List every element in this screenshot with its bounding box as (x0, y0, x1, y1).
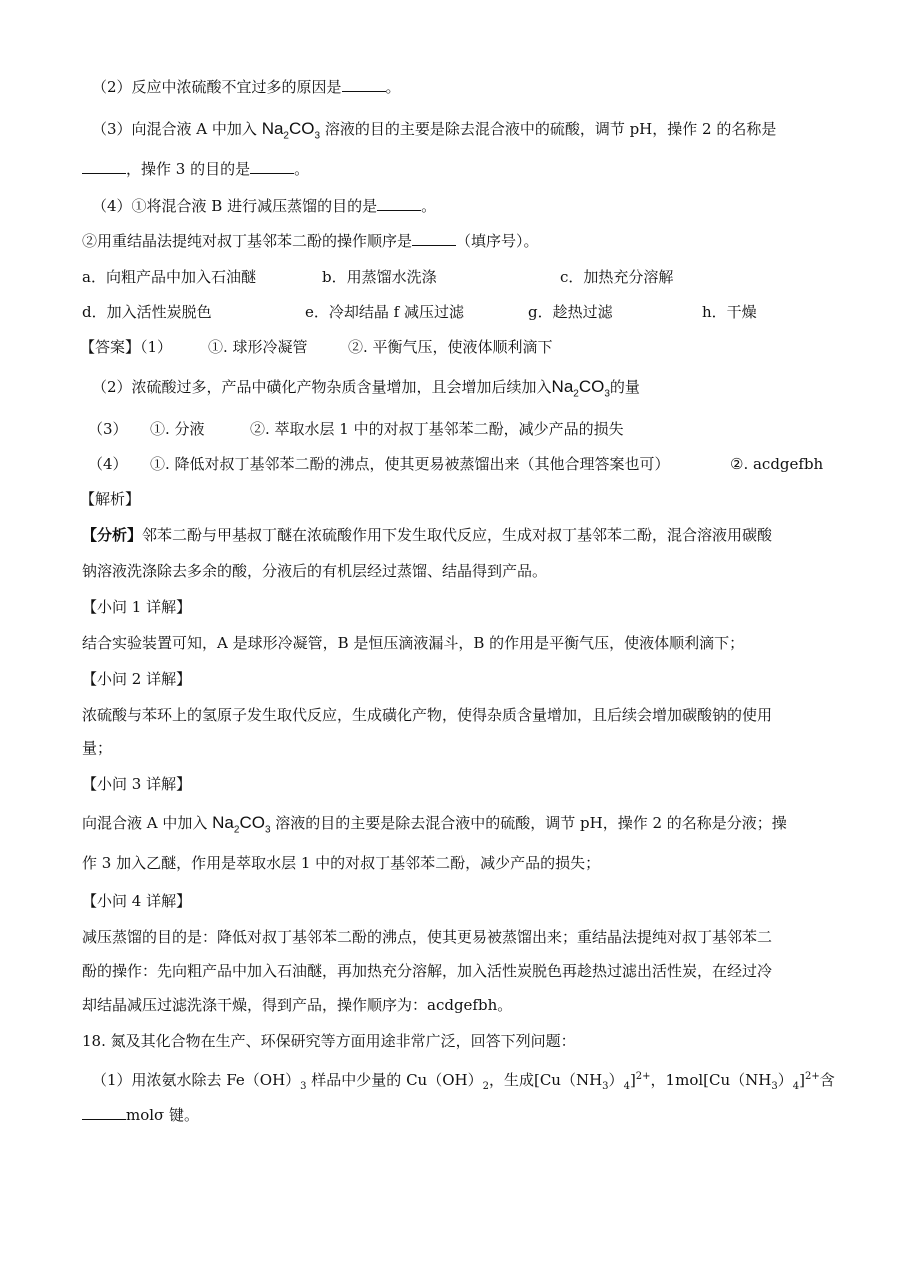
chem-sub: 2 (283, 130, 289, 142)
q3-pre: （3）向混合液 A 中加入 (92, 120, 262, 138)
subquestion-2-text-2: 量； (82, 739, 113, 757)
answer-3-2: ②. 萃取水层 1 中的对叔丁基邻苯二酚，减少产品的损失 (250, 420, 624, 438)
q18-text: （1）用浓氨水除去 Fe（OH） (92, 1071, 301, 1089)
q18-text: ，生成[Cu（NH (488, 1071, 603, 1089)
chem-part: CO (288, 119, 315, 138)
answer-1-2: ②. 平衡气压，使液体顺利滴下 (348, 338, 553, 356)
option-a: a．向粗产品中加入石油醚 (82, 268, 256, 286)
q18-text: 含 (819, 1071, 835, 1089)
question-3-line2 (82, 158, 822, 180)
punct: 。 (294, 160, 310, 178)
answer-2-text: （2）浓硫酸过多，产品中磺化产物杂质含量增加，且会增加后续加入 (92, 378, 552, 396)
option-c: c．加热充分溶解 (560, 268, 674, 286)
answer-blank (342, 77, 386, 92)
s3-pre: 向混合液 A 中加入 (82, 814, 213, 832)
formula-na2co3 (261, 119, 321, 142)
subquestion-3-text-1 (82, 812, 822, 841)
chem-sub: 2 (482, 1081, 489, 1092)
chem-sub: 2 (573, 388, 579, 400)
question-3-line1 (92, 118, 832, 147)
formula-na2co3 (551, 377, 610, 400)
option-b: b．用蒸馏水洗涤 (322, 268, 437, 286)
formula-na2co3 (212, 813, 271, 836)
chem-sub: 3 (602, 1081, 609, 1092)
punct: 。 (385, 78, 401, 96)
q18-text: ） (608, 1071, 624, 1089)
option-e: e．冷却结晶 f 减压过滤 (305, 303, 464, 321)
subquestion-2-text-1: 浓硫酸与苯环上的氢原子发生取代反应，生成磺化产物，使得杂质含量增加，且后续会增加碳酸钠的使用 (82, 706, 773, 724)
q18-text: ，1mol[Cu（NH (650, 1071, 772, 1089)
question-18-part-1-line2 (82, 1104, 822, 1126)
analysis-head: 【解析】 (80, 490, 141, 508)
punct: 。 (421, 197, 437, 215)
analysis-fenxi-1 (82, 524, 822, 546)
question-4-line2 (82, 230, 822, 252)
answer-3-1: ①. 分液 (150, 420, 205, 438)
q18-text: ] (629, 1071, 636, 1089)
answer-2 (92, 376, 832, 405)
chem-part: CO (578, 377, 605, 396)
question-18-part-1 (92, 1066, 835, 1098)
question-2 (92, 76, 832, 98)
answer-blank (82, 1105, 126, 1120)
answer-blank (250, 159, 294, 174)
option-h: h．干燥 (702, 303, 757, 321)
chem-sub: 3 (314, 130, 321, 142)
q4-line2-tail: （填序号）。 (456, 232, 539, 250)
answer-4-no: （4） (88, 455, 128, 473)
chem-sub: 3 (264, 824, 271, 836)
fenxi-tag: 【分析】 (82, 526, 143, 544)
subquestion-1-head: 【小问 1 详解】 (82, 598, 192, 616)
q18-text: ] (799, 1071, 805, 1089)
subquestion-4-text-1: 减压蒸馏的目的是：降低对叔丁基邻苯二酚的沸点，使其更易被蒸馏出来；重结晶法提纯对叔丁基邻苯二 (82, 928, 773, 946)
option-d: d．加入活性炭脱色 (82, 303, 212, 321)
answer-blank (377, 196, 421, 211)
question-2-text: （2）反应中浓硫酸不宜过多的原因是 (92, 78, 342, 96)
chem-sub: 4 (623, 1081, 630, 1092)
chem-part: CO (239, 813, 265, 832)
subquestion-2-head: 【小问 2 详解】 (82, 670, 192, 688)
q4-line1-text: （4）①将混合液 B 进行减压蒸馏的目的是 (92, 197, 378, 215)
question-18-stem: 18. 氮及其化合物在生产、环保研究等方面用途非常广泛，回答下列问题： (82, 1032, 576, 1050)
subquestion-4-text-2: 酚的操作：先向粗产品中加入石油醚，再加热充分溶解，加入活性炭脱色再趁热过滤出活性炭，在经过冷 (82, 962, 773, 980)
answer-2-tail: 的量 (609, 378, 640, 396)
answer-blank (412, 231, 456, 246)
q18-line2-text: molσ 键。 (126, 1106, 200, 1124)
subquestion-3-text-2: 作 3 加入乙醚，作用是萃取水层 1 中的对叔丁基邻苯二酚，减少产品的损失； (82, 854, 601, 872)
answer-1-1: ①. 球形冷凝管 (208, 338, 308, 356)
fenxi-text: 邻苯二酚与甲基叔丁醚在浓硫酸作用下发生取代反应，生成对叔丁基邻苯二酚，混合溶液用碳酸 (142, 526, 773, 544)
chem-sup: 2+ (635, 1071, 651, 1082)
s3-post: 溶液的目的主要是除去混合液中的硫酸，调节 pH，操作 2 的名称是分液；操 (270, 814, 787, 832)
answer-blank (82, 159, 126, 174)
chem-part: Na (551, 377, 574, 396)
q4-line2-text: ②用重结晶法提纯对叔丁基邻苯二酚的操作顺序是 (82, 232, 413, 250)
answer-4-1: ①. 降低对叔丁基邻苯二酚的沸点，使其更易被蒸馏出来（其他合理答案也可） (150, 455, 670, 473)
q18-text: ） (777, 1071, 793, 1089)
chem-sub: 3 (300, 1081, 307, 1092)
chem-sub: 3 (604, 388, 610, 400)
q18-text: 样品中少量的 Cu（OH） (306, 1071, 483, 1089)
question-4-line1 (92, 195, 832, 217)
option-g: g．趁热过滤 (528, 303, 613, 321)
q3-post: 溶液的目的主要是除去混合液中的硫酸，调节 pH，操作 2 的名称是 (320, 120, 777, 138)
chem-sub: 4 (792, 1081, 800, 1092)
subquestion-4-text-3: 却结晶减压过滤洗涤干燥，得到产品，操作顺序为：acdgefbh。 (82, 996, 513, 1014)
chem-part: Na (261, 119, 284, 138)
answer-3-no: （3） (88, 420, 128, 438)
chem-sub: 2 (233, 824, 240, 836)
q3-mid: ，操作 3 的目的是 (126, 160, 251, 178)
chem-sub: 3 (771, 1081, 778, 1092)
subquestion-1-text: 结合实验装置可知，A 是球形冷凝管，B 是恒压滴液漏斗，B 的作用是平衡气压，使液体顺利滴下； (82, 634, 745, 652)
analysis-fenxi-2: 钠溶液洗涤除去多余的酸，分液后的有机层经过蒸馏、结晶得到产品。 (82, 562, 548, 580)
subquestion-4-head: 【小问 4 详解】 (82, 892, 192, 910)
chem-sup: 2+ (804, 1071, 820, 1082)
chem-part: Na (212, 813, 234, 832)
answer-head: 【答案】（1） (80, 338, 173, 356)
answer-4-2: ②. acdgefbh (730, 455, 824, 473)
subquestion-3-head: 【小问 3 详解】 (82, 775, 192, 793)
